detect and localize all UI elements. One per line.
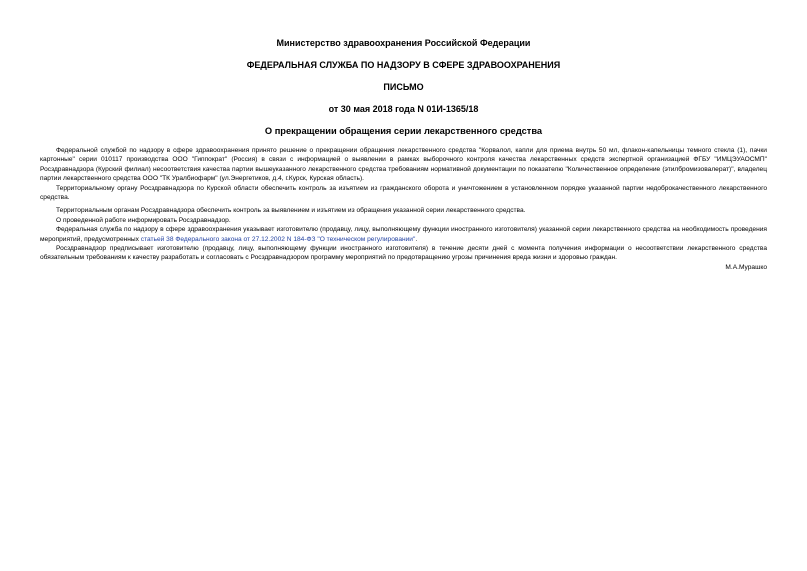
service-title: ФЕДЕРАЛЬНАЯ СЛУЖБА ПО НАДЗОРУ В СФЕРЕ ЗДРАВООХРАНЕНИЯ [246,60,561,70]
document-header [40,38,767,137]
paragraph-kursk-control: Территориальному органу Росздравнадзора по Курской области обеспечить контроль за изъятием из гражданского оборота и уничтожением в установленном порядке указанной партии недоброкачественного лекарственного средства. [40,184,767,202]
paragraph-text: Федеральная служба по надзору в сфере здравоохранения указывает изготовителю (продавцу, лицу, выполняющему функции иностранного изготовителя) указанной серии лекарственного средства на необходимость проведения мероприятий, предусмотренных [40,226,767,243]
law-link[interactable]: статьей 38 Федерального закона от 27.12.2002 N 184-ФЗ "О техническом регулировании" [140,235,416,243]
document-subject: О прекращении обращения серии лекарственного средства [264,126,543,136]
paragraph-decision: Федеральной службой по надзору в сфере здравоохранения принято решение о прекращении обращения лекарственного средства "Корвалол, капли для приема внутрь 50 мл, флакон-капельницы темного стекла (1), пачки картонные" серии 010117 производства ООО "Гиппократ" (Россия) в связи с информацией о выявлении в рамках выборочного контроля качества лекарственных средств экспертной организацией ФГБУ "ИМЦЭУАОСМП" Росздравнадзора (Курский филиал) несоответствия качества партии вышеуказанного лекарственного средства требованиям нормативной документации по показателю "Количественное определение (этилбромизовалерат)", владелец партии лекарственного средства ООО "ТК Уралбиофарм" (ул.Энергетиков, д.4, г.Курск, Курская область). [40,147,767,183]
paragraph-manufacturer-measures [40,225,767,244]
paragraph-prescription: Росздравнадзор предписывает изготовителю (продавцу, лицу, выполняющему функции иностранного изготовителя) в течение десяти дней с момента получения информации о несоответствии лекарственного средства обязательным требованиям к качеству разработать и согласовать с Росздравнадзором программу мероприятий по предотвращению угрозы причинения вреда жизни и здоровью граждан. [40,245,767,262]
paragraph-text-end: . [415,235,418,243]
ministry-title: Министерство здравоохранения Российской Федерации [276,38,531,48]
signature: М.А.Мурашко [725,263,767,271]
paragraph-inform: О проведенной работе информировать Росздравнадзор. [56,216,231,224]
document-date-number: от 30 мая 2018 года N 01И-1365/18 [328,104,479,114]
document-body [40,146,767,263]
paragraph-territorial-control: Территориальным органам Росздравнадзора обеспечить контроль за выявлением и изъятием из обращения указанной серии лекарственного средства. [56,207,526,215]
document-type: ПИСЬМО [383,82,424,92]
